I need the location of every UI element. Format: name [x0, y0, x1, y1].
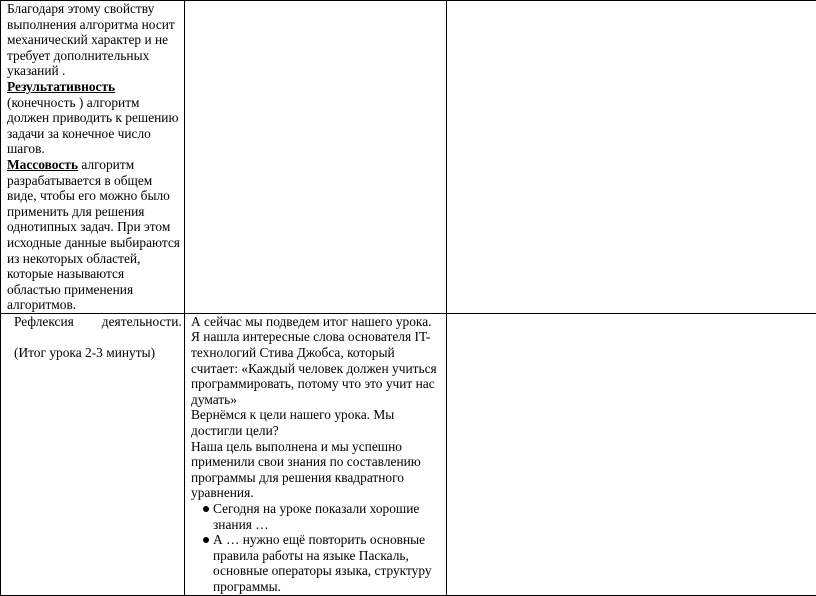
teacher-paragraph-1: А сейчас мы подведем итог нашего урока. [191, 314, 442, 330]
algorithm-properties-cell [1, 1, 185, 314]
mass-paragraph [7, 157, 181, 313]
teacher-paragraph-4: Наша цель выполнена и мы успешно применили свои знания по составлению программы для решения квадратного уравнения. [191, 439, 442, 501]
bullet-icon [203, 537, 209, 543]
stage-time: (Итог урока 2-3 минуты) [1, 345, 184, 361]
table-row [1, 313, 816, 595]
teacher-paragraph-2: Я нашла интересные слова основателя IT-технологий Стива Джобса, который считает: «Каждый человек должен учиться программировать, потому что это учит нас думать» [191, 329, 442, 407]
determinism-text: Благодаря этому свойству выполнения алгоритма носит механический характер и не требует дополнительных указаний . [7, 1, 181, 79]
bullet-icon [203, 506, 209, 512]
stage-title [1, 314, 184, 330]
empty-cell [185, 1, 447, 314]
summary-bullet-list [191, 501, 442, 595]
table-row [1, 1, 816, 314]
stage-cell [1, 313, 185, 595]
mass-text: алгоритм разрабатывается в общем виде, чтобы его можно было применить для решения однотипных задач. При этом исходные данные выбираются из некоторых областей, которые называются областью применения алгоритмов. [7, 157, 180, 312]
teacher-paragraph-3: Вернёмся к цели нашего урока. Мы достигли цели? [191, 407, 442, 438]
empty-cell [447, 313, 816, 595]
effectiveness-text: (конечность ) алгоритм должен приводить к решению задачи за конечное число шагов. [7, 95, 178, 157]
effectiveness-paragraph [7, 79, 181, 157]
list-item: А … нужно ещё повторить основные правила работы на языке Паскаль, основные операторы языка, структуру программы. [195, 532, 442, 594]
empty-cell [447, 1, 816, 314]
stage-word-1: Рефлексия [14, 314, 74, 329]
list-item: Сегодня на уроке показали хорошие знания … [195, 501, 442, 532]
mass-term: Массовость [7, 157, 78, 172]
stage-word-2: деятельности. [102, 314, 182, 329]
effectiveness-term: Результативность [7, 79, 115, 94]
teacher-activity-cell [185, 313, 447, 595]
